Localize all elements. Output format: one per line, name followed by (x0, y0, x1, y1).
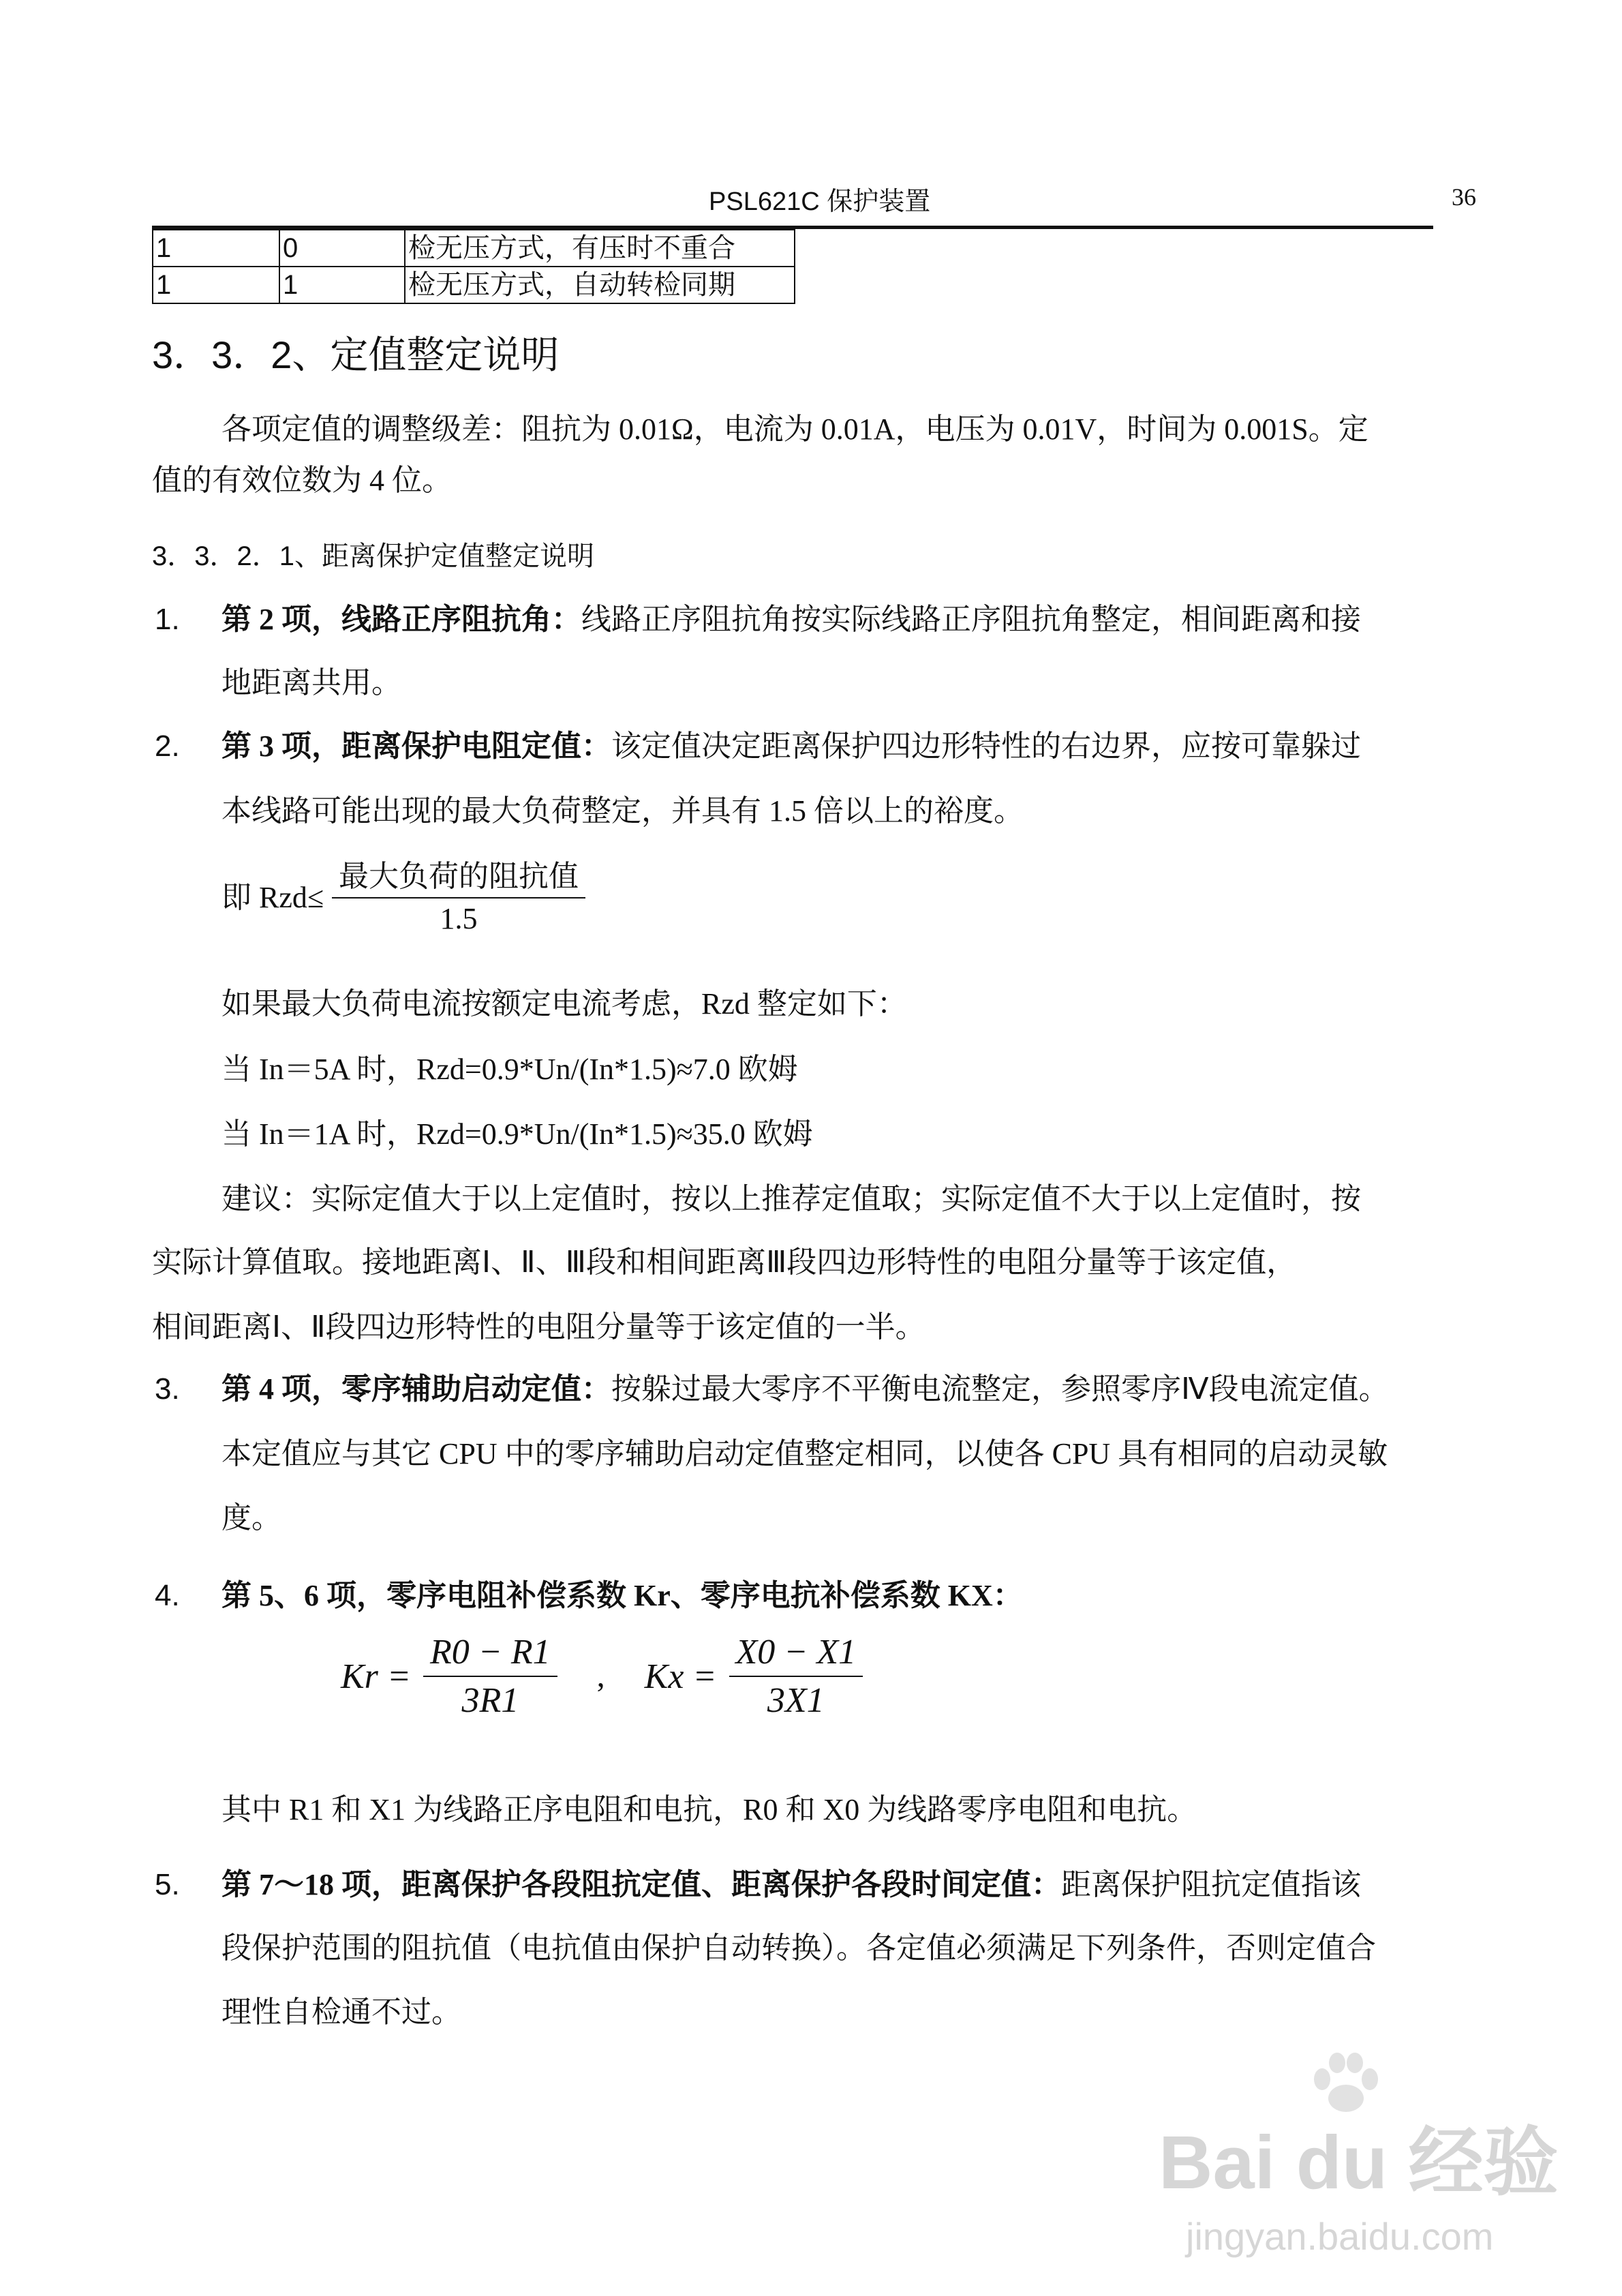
cell: 0 (279, 230, 405, 267)
advice-line: 实际计算值取。接地距离Ⅰ、Ⅱ、Ⅲ段和相间距离Ⅲ段四边形特性的电阻分量等于该定值， (152, 1245, 1297, 1279)
advice-line: 建议：实际定值大于以上定值时，按以上推荐定值取；实际定值不大于以上定值时，按 (221, 1182, 1361, 1215)
formula-separator: , (596, 1657, 605, 1694)
rzd-fraction (332, 860, 585, 936)
cell: 检无压方式，自动转检同期 (405, 267, 795, 303)
item-text: 理性自检通不过。 (221, 1995, 461, 2029)
numerator: R0 − R1 (430, 1633, 551, 1672)
item-number: 1. (155, 603, 180, 636)
item-text: 本线路可能出现的最大负荷整定，并具有 1.5 倍以上的裕度。 (221, 794, 1024, 828)
item-text: 按躲过最大零序不平衡电流整定，参照零序Ⅳ段电流定值。 (611, 1372, 1389, 1406)
item-title: 第 3 项，距离保护电阻定值： (221, 729, 611, 763)
mode-table (152, 229, 795, 304)
rzd-prefix: 即 Rzd≤ (221, 881, 324, 915)
cell: 1 (279, 267, 405, 303)
item-text: 线路正序阻抗角按实际线路正序阻抗角整定，相间距离和接 (581, 603, 1361, 636)
item-title: 第 4 项，零序辅助启动定值： (221, 1372, 611, 1406)
kx-lhs: Kx = (644, 1657, 717, 1696)
item-title: 第 5、6 项，零序电阻补偿系数 Kr、零序电抗补偿系数 KX： (221, 1579, 1023, 1612)
item-text: 本定值应与其它 CPU 中的零序辅助启动定值整定相同，以使各 CPU 具有相同的启动灵敏 (221, 1437, 1388, 1470)
sub-heading: 3．3．2．1、距离保护定值整定说明 (152, 541, 594, 571)
item-number: 3. (155, 1372, 180, 1406)
intro-line: 各项定值的调整级差：阻抗为 0.01Ω，电流为 0.01A，电压为 0.01V，时间为 0.001S。定 (221, 412, 1368, 446)
item-text: 段保护范围的阻抗值（电抗值由保护自动转换）。各定值必须满足下列条件，否则定值合 (221, 1931, 1376, 1965)
denominator: 3X1 (767, 1681, 825, 1721)
table-row (153, 267, 795, 303)
k-formulas (341, 1633, 863, 1720)
item-title: 第 2 项，线路正序阻抗角： (221, 603, 581, 636)
watermark-brand: Bai du 经验 (1159, 2121, 1559, 2205)
advice-line: 相间距离Ⅰ、Ⅱ段四边形特性的电阻分量等于该定值的一半。 (152, 1310, 925, 1344)
item-text: 地距离共用。 (221, 666, 401, 699)
numerator: 最大负荷的阻抗值 (339, 860, 579, 893)
paw-icon (1309, 2052, 1383, 2113)
header-title: PSL621C 保护装置 (709, 187, 931, 216)
rzd-formula (221, 860, 585, 936)
intro-line: 值的有效位数为 4 位。 (152, 464, 452, 497)
item-number: 5. (155, 1868, 180, 1901)
cell: 1 (153, 230, 279, 267)
rzd-line: 当 In＝1A 时，Rzd=0.9*Un/(In*1.5)≈35.0 欧姆 (221, 1117, 813, 1151)
page-number: 36 (1452, 183, 1476, 211)
fraction-bar (423, 1676, 557, 1677)
kr-lhs: Kr = (341, 1657, 412, 1696)
cell: 检无压方式，有压时不重合 (405, 230, 795, 267)
item-text: 度。 (221, 1501, 281, 1535)
fraction-bar (729, 1676, 863, 1677)
item-text: 该定值决定距离保护四边形特性的右边界，应按可靠躲过 (611, 729, 1361, 763)
watermark-url: jingyan.baidu.com (1186, 2215, 1494, 2258)
fraction-bar (332, 897, 585, 898)
kx-fraction (729, 1633, 863, 1720)
kr-fraction (423, 1633, 557, 1720)
item-text: 距离保护阻抗定值指该 (1061, 1868, 1361, 1901)
denominator: 1.5 (440, 902, 478, 936)
item-number: 4. (155, 1579, 180, 1612)
rzd-intro: 如果最大负荷电流按额定电流考虑，Rzd 整定如下： (221, 987, 907, 1021)
baidu-watermark (1159, 2052, 1567, 2284)
section-heading: 3．3．2、定值整定说明 (152, 333, 560, 376)
cell: 1 (153, 267, 279, 303)
numerator: X0 − X1 (735, 1633, 857, 1672)
denominator: 3R1 (461, 1681, 519, 1721)
table-row (153, 230, 795, 267)
item-number: 2. (155, 729, 180, 763)
item-title: 第 7～18 项，距离保护各段阻抗定值、距离保护各段时间定值： (221, 1868, 1061, 1901)
definition: 其中 R1 和 X1 为线路正序电阻和电抗，R0 和 X0 为线路零序电阻和电抗。 (221, 1793, 1197, 1826)
rzd-line: 当 In＝5A 时，Rzd=0.9*Un/(In*1.5)≈7.0 欧姆 (221, 1053, 798, 1086)
